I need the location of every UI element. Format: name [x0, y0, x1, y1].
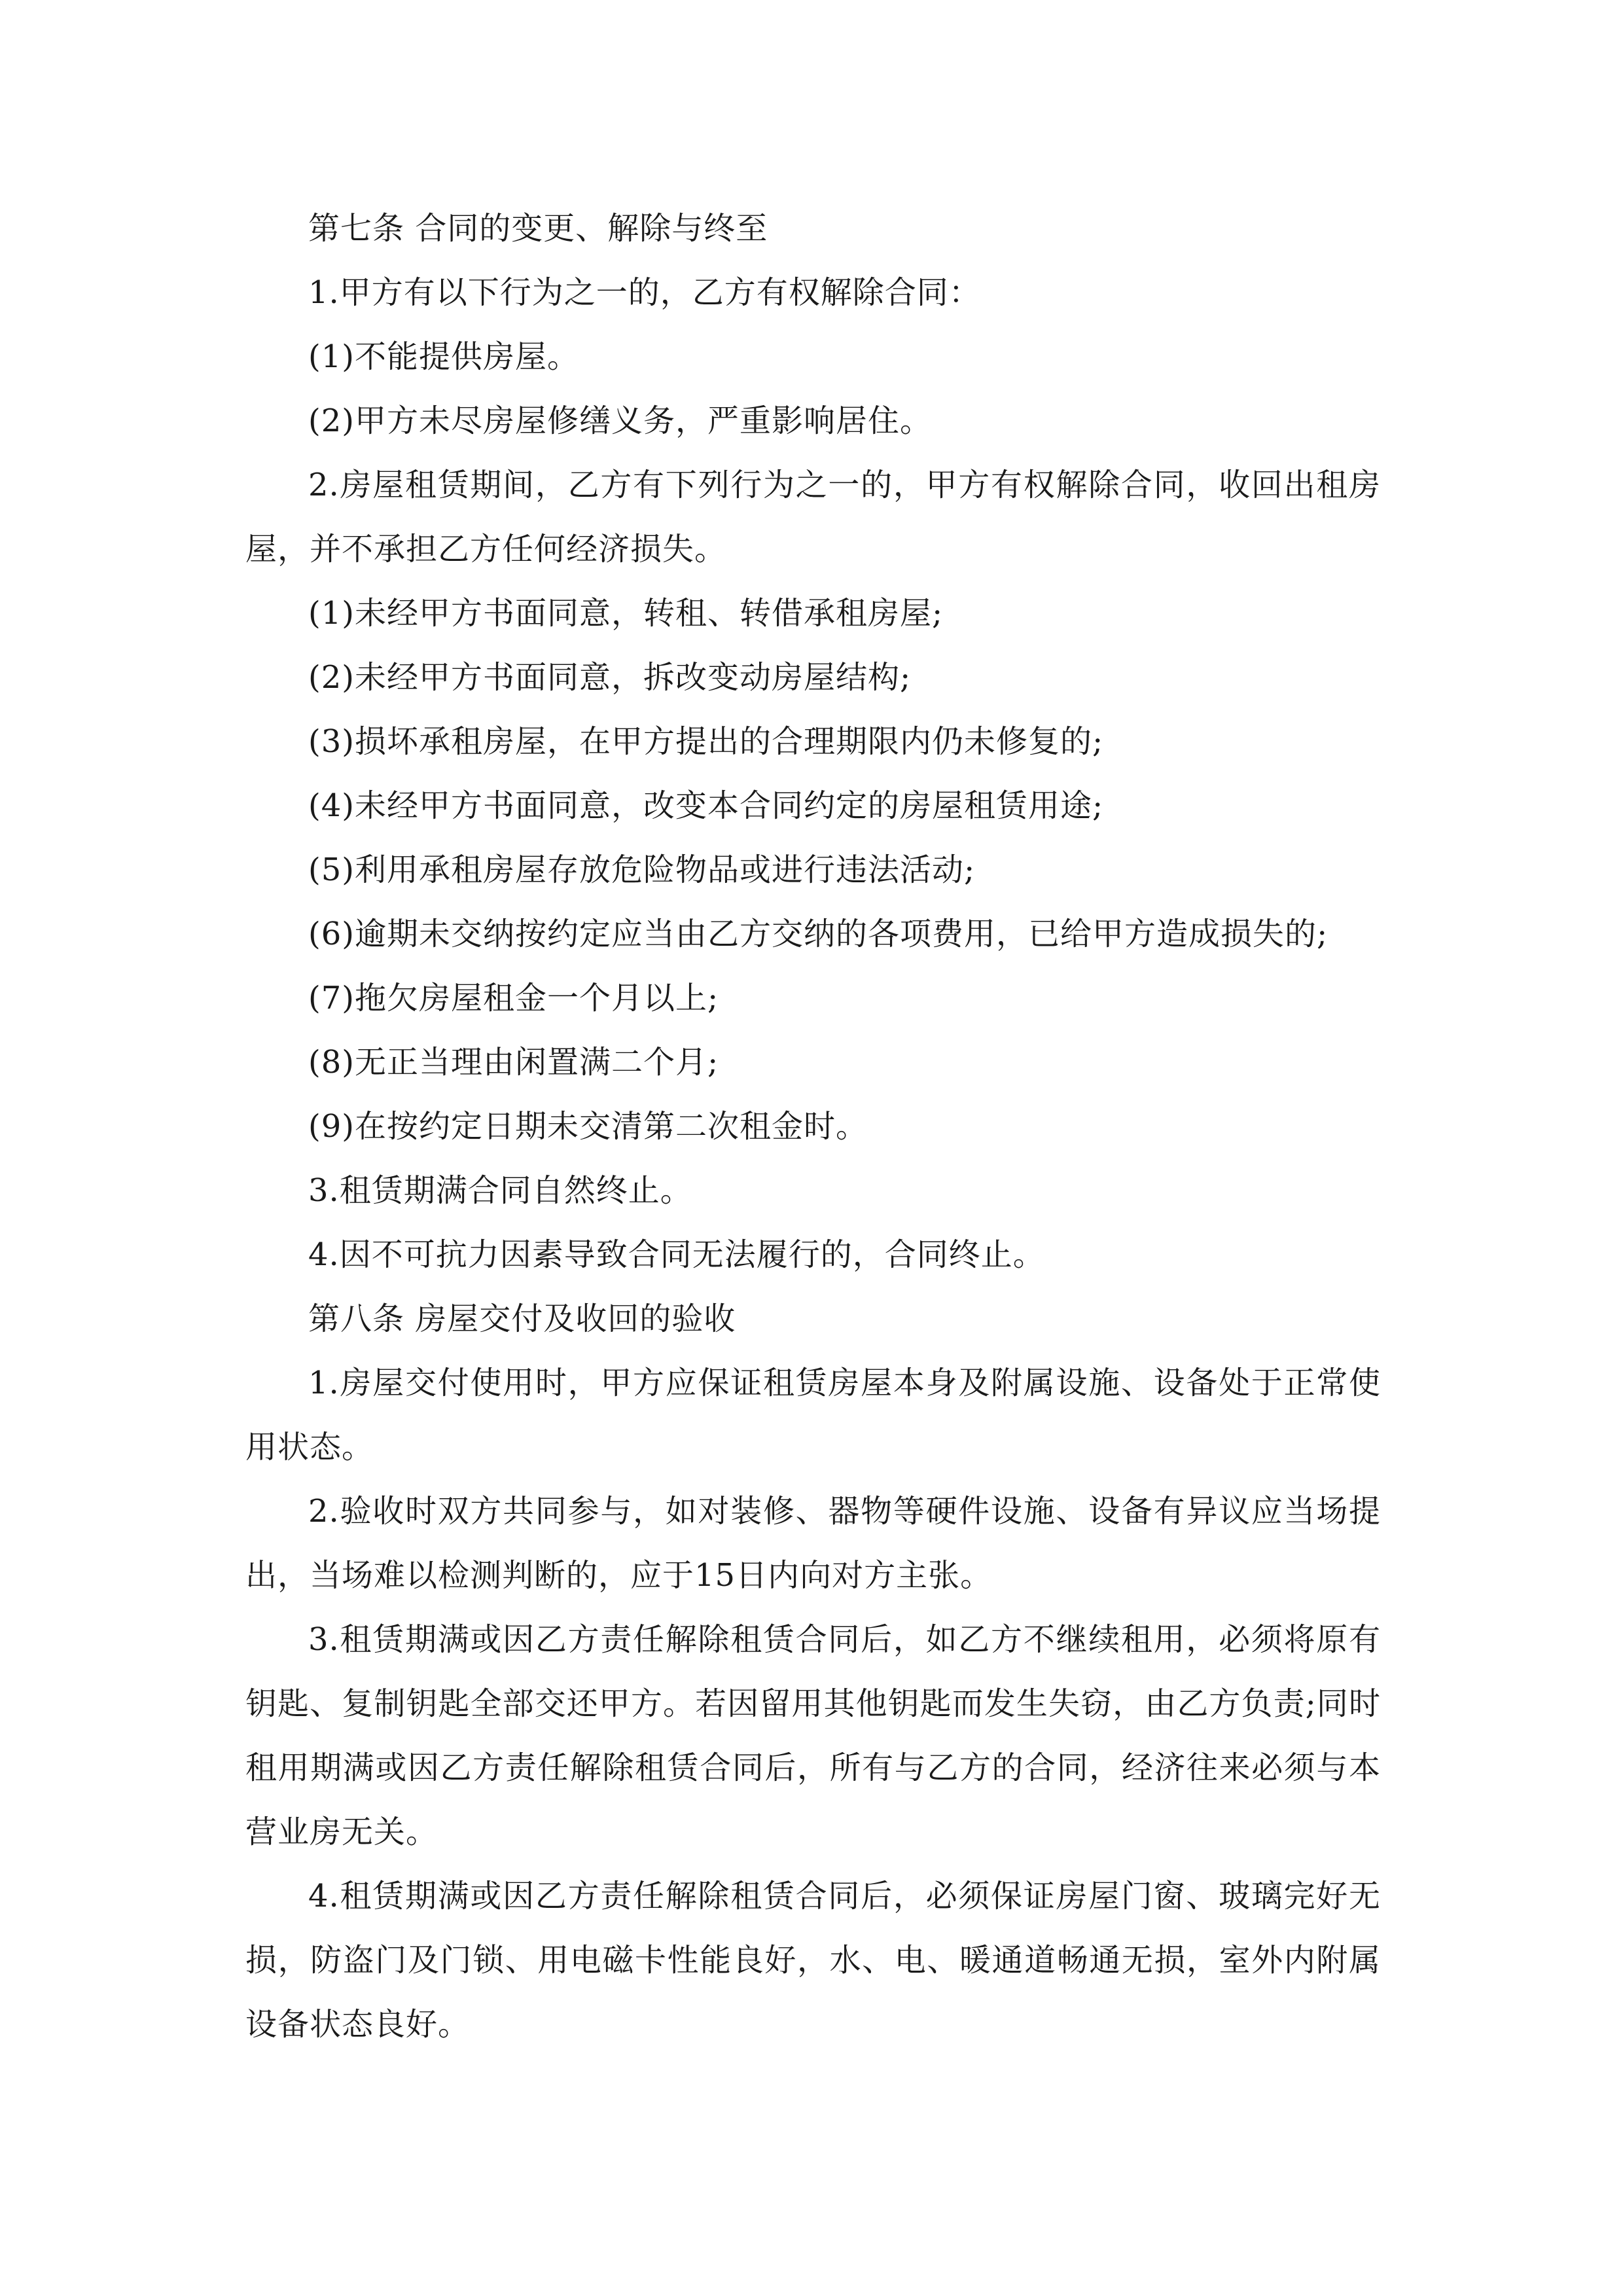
section-heading-article-7: 第七条 合同的变更、解除与终至 [308, 210, 768, 247]
list-item: (4)未经甲方书面同意，改变本合同约定的房屋租赁用途; [308, 787, 1104, 824]
list-item: (2)甲方未尽房屋修缮义务，严重影响居住。 [308, 403, 932, 439]
list-item: (7)拖欠房屋租金一个月以上; [308, 980, 719, 1016]
section-heading-article-8: 第八条 房屋交付及收回的验收 [308, 1300, 736, 1337]
paragraph: 4.租赁期满或因乙方责任解除租赁合同后，必须保证房屋门窗、玻璃完好无损，防盗门及门锁、用电磁卡性能良好，水、电、暖通道畅通无损，室外内附属设备状态良好。 [245, 1878, 1381, 2043]
paragraph: 3.租赁期满或因乙方责任解除租赁合同后，如乙方不继续租用，必须将原有钥匙、复制钥匙全部交还甲方。若因留用其他钥匙而发生失窃，由乙方负责;同时租用期满或因乙方责任解除租赁合同后，所有与乙方的合同，经济往来必须与本营业房无关。 [245, 1621, 1381, 1850]
list-item: (2)未经甲方书面同意，拆改变动房屋结构; [308, 659, 912, 696]
list-item: (8)无正当理由闲置满二个月; [308, 1044, 719, 1081]
paragraph: 2.验收时双方共同参与，如对装修、器物等硬件设施、设备有异议应当场提出，当场难以检测判断的，应于15日内向对方主张。 [245, 1493, 1381, 1594]
list-item: (1)未经甲方书面同意，转租、转借承租房屋; [308, 595, 944, 632]
paragraph: 1.甲方有以下行为之一的，乙方有权解除合同： [308, 274, 981, 311]
list-item: (9)在按约定日期未交清第二次租金时。 [308, 1108, 868, 1145]
paragraph: 2.房屋租赁期间，乙方有下列行为之一的，甲方有权解除合同，收回出租房屋，并不承担乙方任何经济损失。 [245, 467, 1381, 567]
document-body [245, 196, 1381, 2056]
list-item: (3)损坏承租房屋，在甲方提出的合理期限内仍未修复的; [308, 723, 1104, 760]
list-item: (1)不能提供房屋。 [308, 338, 579, 375]
list-item: (6)逾期未交纳按约定应当由乙方交纳的各项费用，已给甲方造成损失的; [308, 916, 1329, 952]
paragraph: 4.因不可抗力因素导致合同无法履行的，合同终止。 [308, 1236, 1045, 1273]
paragraph: 1.房屋交付使用时，甲方应保证租赁房屋本身及附属设施、设备处于正常使用状态。 [245, 1365, 1381, 1465]
paragraph: 3.租赁期满合同自然终止。 [308, 1172, 692, 1209]
list-item: (5)利用承租房屋存放危险物品或进行违法活动; [308, 852, 976, 888]
